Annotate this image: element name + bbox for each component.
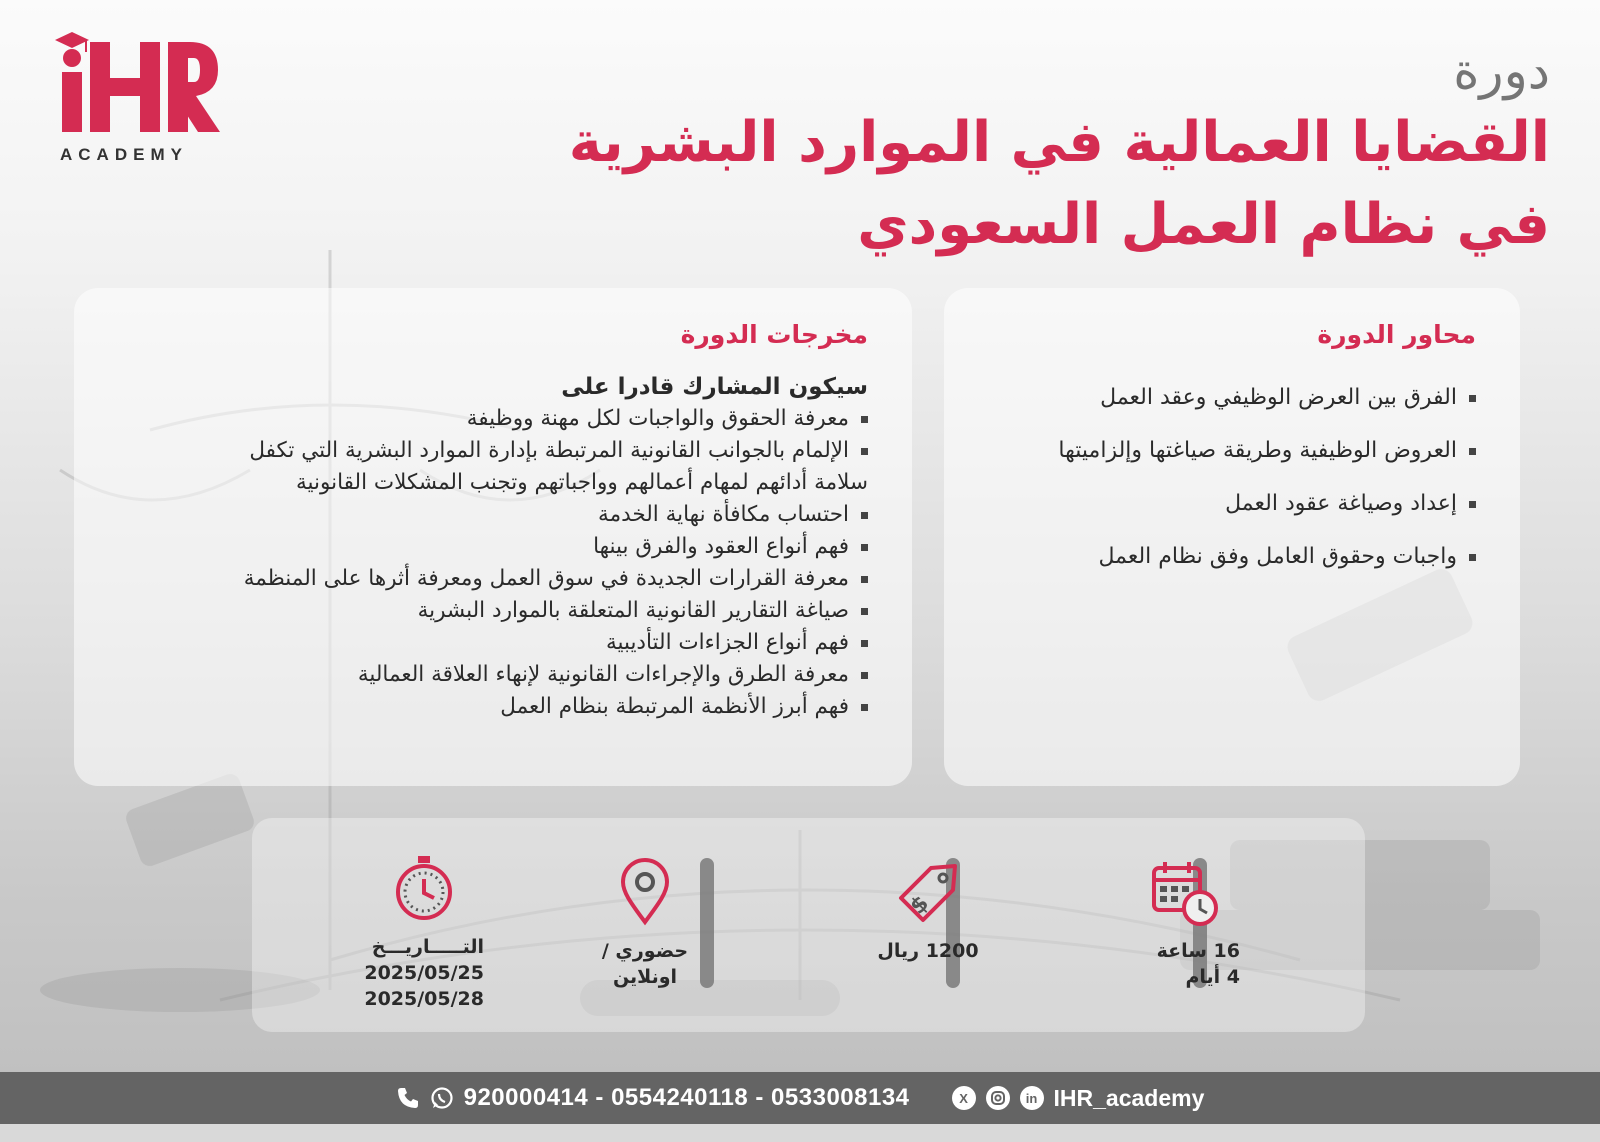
duration-days: 4 أيام xyxy=(1185,966,1240,988)
list-item: فهم أنواع الجزاءات التأديبية xyxy=(118,627,868,659)
logo-subtitle: ACADEMY xyxy=(60,145,188,164)
price-text: 1200 ريال xyxy=(877,940,979,962)
list-item: معرفة القرارات الجديدة في سوق العمل ومعرفة أثرها على المنظمة xyxy=(118,563,868,595)
course-outcomes-heading: مخرجات الدورة xyxy=(680,320,868,349)
bullet-icon xyxy=(861,672,868,679)
x-icon[interactable]: X xyxy=(952,1086,976,1110)
list-item: واجبات وحقوق العامل وفق نظام العمل xyxy=(988,530,1476,583)
list-item: الفرق بين العرض الوظيفي وعقد العمل xyxy=(988,371,1476,424)
list-item: معرفة الطرق والإجراءات القانونية لإنهاء العلاقة العمالية xyxy=(118,659,868,691)
list-item: احتساب مكافأة نهاية الخدمة xyxy=(118,499,868,531)
bullet-icon xyxy=(861,576,868,583)
social-handle[interactable]: IHR_academy xyxy=(1053,1084,1205,1111)
bullet-icon xyxy=(861,608,868,615)
stopwatch-icon xyxy=(389,854,459,924)
bullet-icon xyxy=(1469,501,1476,508)
calendar-clock-icon xyxy=(1150,858,1220,928)
linkedin-icon[interactable]: in xyxy=(1020,1086,1044,1110)
footer-strip xyxy=(0,1124,1600,1142)
phone-icon xyxy=(396,1086,420,1110)
instagram-icon[interactable] xyxy=(986,1086,1010,1110)
bullet-icon xyxy=(861,416,868,423)
date-to: 2025/05/28 xyxy=(364,988,484,1010)
course-axes-heading: محاور الدورة xyxy=(1317,320,1476,349)
course-title xyxy=(569,40,1550,266)
list-item-continuation: سلامة أدائهم لمهام أعمالهم وواجباتهم وتجنب المشكلات القانونية xyxy=(296,470,868,495)
date-label: التـــــاريـــخ xyxy=(371,936,484,958)
duration-info xyxy=(1130,858,1240,990)
bullet-icon xyxy=(1469,448,1476,455)
date-from: 2025/05/25 xyxy=(364,962,484,984)
list-item: فهم أنواع العقود والفرق بينها xyxy=(118,531,868,563)
duration-hours: 16 ساعة xyxy=(1156,940,1240,962)
list-item: فهم أبرز الأنظمة المرتبطة بنظام العمل xyxy=(118,691,868,723)
course-outcomes-list xyxy=(118,403,868,723)
date-info xyxy=(364,854,484,1012)
whatsapp-icon xyxy=(430,1086,454,1110)
bullet-icon xyxy=(861,704,868,711)
list-item: إعداد وصياغة عقود العمل xyxy=(988,477,1476,530)
phone-numbers: 920000414 - 0554240118 - 0533008134 xyxy=(463,1084,910,1111)
price-tag-icon xyxy=(893,858,963,928)
price-info xyxy=(868,858,988,964)
attendance-mode-info xyxy=(570,858,720,990)
location-pin-icon xyxy=(610,858,680,928)
svg-text:$: $ xyxy=(905,891,935,920)
attendance-mode-text: حضوري / اونلاين xyxy=(601,940,689,988)
bullet-icon xyxy=(861,512,868,519)
list-item: صياغة التقارير القانونية المتعلقة بالموارد البشرية xyxy=(118,595,868,627)
course-axes-panel xyxy=(944,288,1520,786)
title-line-1: القضايا العمالية في الموارد البشرية xyxy=(568,110,1550,175)
course-outcomes-panel xyxy=(74,288,912,786)
list-item: العروض الوظيفية وطريقة صياغتها وإلزاميتها xyxy=(988,424,1476,477)
bullet-icon xyxy=(861,448,868,455)
list-item: الإلمام بالجوانب القانونية المرتبطة بإدارة الموارد البشرية التي تكفل سلامة أدائهم لمهام أعمالهم وواجباتهم وتجنب المشكلات القانونية xyxy=(118,435,868,499)
outcomes-intro: سيكون المشارك قادرا على xyxy=(561,374,868,400)
footer-bar xyxy=(0,1072,1600,1124)
bullet-icon xyxy=(1469,554,1476,561)
bullet-icon xyxy=(861,640,868,647)
bullet-icon xyxy=(861,544,868,551)
title-prefix: دورة xyxy=(1453,42,1550,100)
bullet-icon xyxy=(1469,395,1476,402)
course-axes-list xyxy=(988,371,1476,583)
title-line-2: في نظام العمل السعودي xyxy=(857,192,1550,257)
list-item: معرفة الحقوق والواجبات لكل مهنة ووظيفة xyxy=(118,403,868,435)
